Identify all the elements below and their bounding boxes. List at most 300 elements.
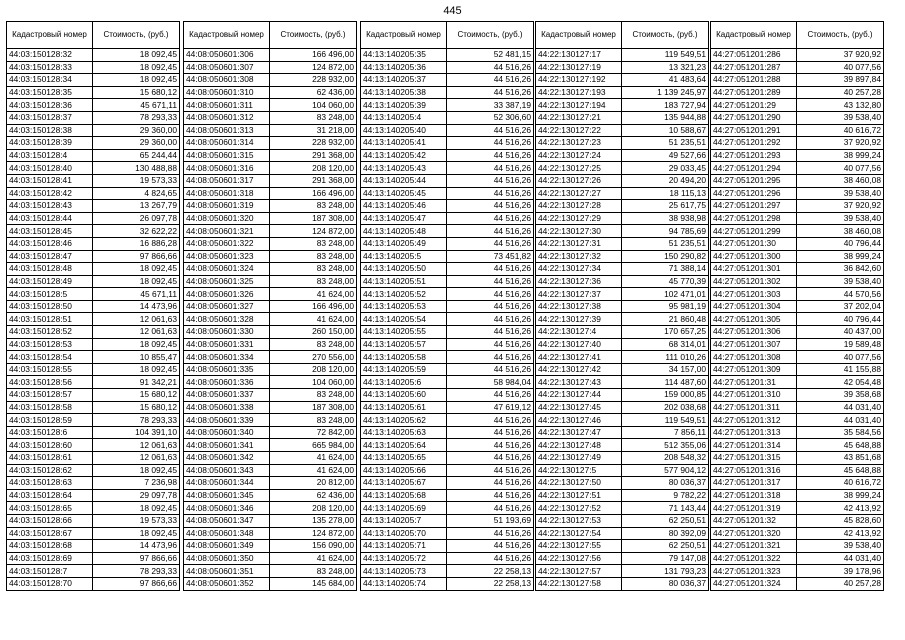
- cadastral-number-cell: 44:22:130127:43: [536, 376, 622, 389]
- cadastral-number-cell: 44:27:051201:312: [711, 414, 797, 427]
- table-row: [711, 111, 884, 124]
- cost-cell: 208 120,00: [270, 502, 357, 515]
- cost-cell: 36 842,60: [797, 263, 884, 276]
- cadastral-number-cell: 44:03:150128:57: [7, 389, 93, 402]
- cadastral-number-cell: 44:13:140205:41: [361, 137, 447, 150]
- table-row: [361, 326, 534, 339]
- table-row: [711, 477, 884, 490]
- table-row: [184, 137, 357, 150]
- table-row: [711, 389, 884, 402]
- cadastral-number-cell: 44:27:051201:320: [711, 527, 797, 540]
- cost-cell: 44 516,26: [447, 552, 534, 565]
- table-row: [184, 389, 357, 402]
- cadastral-number-cell: 44:03:150128:52: [7, 326, 93, 339]
- table-row: [7, 225, 180, 238]
- table-row: [184, 313, 357, 326]
- table-row: [536, 187, 709, 200]
- cost-cell: 44 516,26: [447, 426, 534, 439]
- cadastral-number-cell: 44:13:140205:70: [361, 527, 447, 540]
- cost-cell: 39 897,84: [797, 74, 884, 87]
- table-row: [536, 351, 709, 364]
- cadastral-number-cell: 44:03:150128:49: [7, 275, 93, 288]
- table-row: [7, 174, 180, 187]
- cadastral-number-cell: 44:08:050601:314: [184, 137, 270, 150]
- cadastral-number-cell: 44:22:130127:5: [536, 464, 622, 477]
- cost-cell: 97 866,66: [93, 250, 180, 263]
- cadastral-number-cell: 44:27:051201:30: [711, 237, 797, 250]
- cost-cell: 291 368,00: [270, 149, 357, 162]
- cadastral-number-cell: 44:27:051201:315: [711, 452, 797, 465]
- table-row: [7, 452, 180, 465]
- cadastral-number-cell: 44:03:150128:63: [7, 477, 93, 490]
- cost-cell: 665 984,00: [270, 439, 357, 452]
- cost-cell: 38 460,08: [797, 225, 884, 238]
- table-row: [536, 49, 709, 62]
- cadastral-number-cell: 44:13:140205:68: [361, 489, 447, 502]
- cadastral-number-cell: 44:13:140205:38: [361, 86, 447, 99]
- table-row: [7, 263, 180, 276]
- cadastral-number-cell: 44:27:051201:322: [711, 552, 797, 565]
- cadastral-number-cell: 44:27:051201:307: [711, 338, 797, 351]
- cadastral-number-cell: 44:13:140205:55: [361, 326, 447, 339]
- cadastral-number-cell: 44:22:130127:36: [536, 275, 622, 288]
- cadastral-number-cell: 44:13:140205:37: [361, 74, 447, 87]
- table-row: [361, 376, 534, 389]
- cadastral-number-cell: 44:08:050601:326: [184, 288, 270, 301]
- cadastral-number-cell: 44:08:050601:336: [184, 376, 270, 389]
- cadastral-number-cell: 44:27:051201:324: [711, 577, 797, 590]
- cadastral-number-cell: 44:03:150128:39: [7, 137, 93, 150]
- cost-cell: 159 000,85: [622, 389, 709, 402]
- table-header-row: [711, 22, 884, 49]
- header-cadastral-number: Кадастровый номер: [711, 22, 797, 49]
- cost-cell: 35 584,56: [797, 426, 884, 439]
- cost-cell: 97 866,66: [93, 552, 180, 565]
- table-row: [361, 212, 534, 225]
- table-row: [361, 514, 534, 527]
- cost-cell: 83 248,00: [270, 338, 357, 351]
- table-row: [536, 464, 709, 477]
- cost-cell: 130 488,88: [93, 162, 180, 175]
- cost-cell: 22 258,13: [447, 565, 534, 578]
- cadastral-number-cell: 44:27:051201:318: [711, 489, 797, 502]
- cost-cell: 1 139 245,97: [622, 86, 709, 99]
- cadastral-number-cell: 44:03:150128:58: [7, 401, 93, 414]
- cadastral-number-cell: 44:27:051201:295: [711, 174, 797, 187]
- cadastral-number-cell: 44:22:130127:22: [536, 124, 622, 137]
- cadastral-number-cell: 44:22:130127:46: [536, 414, 622, 427]
- table-row: [7, 137, 180, 150]
- table-row: [7, 426, 180, 439]
- cadastral-number-cell: 44:03:150128:35: [7, 86, 93, 99]
- cadastral-number-cell: 44:22:130127:194: [536, 99, 622, 112]
- cadastral-number-cell: 44:13:140205:63: [361, 426, 447, 439]
- cost-cell: 577 904,12: [622, 464, 709, 477]
- cadastral-number-cell: 44:03:150128:68: [7, 540, 93, 553]
- cost-cell: 42 413,92: [797, 527, 884, 540]
- cost-cell: 45 770,39: [622, 275, 709, 288]
- table-row: [184, 162, 357, 175]
- cost-cell: 41 624,00: [270, 288, 357, 301]
- cost-cell: 291 368,00: [270, 174, 357, 187]
- cost-cell: 41 624,00: [270, 452, 357, 465]
- cadastral-number-cell: 44:13:140205:45: [361, 187, 447, 200]
- cost-cell: 39 538,40: [797, 212, 884, 225]
- cadastral-number-cell: 44:27:051201:321: [711, 540, 797, 553]
- cost-cell: 40 077,56: [797, 61, 884, 74]
- cost-cell: 228 932,00: [270, 74, 357, 87]
- cost-cell: 51 235,51: [622, 237, 709, 250]
- cost-cell: 83 248,00: [270, 111, 357, 124]
- cost-cell: 83 248,00: [270, 200, 357, 213]
- cost-cell: 83 248,00: [270, 275, 357, 288]
- table-row: [184, 275, 357, 288]
- table-row: [361, 401, 534, 414]
- cadastral-number-cell: 44:22:130127:42: [536, 363, 622, 376]
- cost-cell: 44 031,40: [797, 552, 884, 565]
- table-row: [711, 124, 884, 137]
- cost-cell: 15 680,12: [93, 401, 180, 414]
- table-row: [184, 552, 357, 565]
- cadastral-number-cell: 44:08:050601:310: [184, 86, 270, 99]
- cadastral-number-cell: 44:03:150128:43: [7, 200, 93, 213]
- table-row: [184, 250, 357, 263]
- table-row: [711, 439, 884, 452]
- cost-cell: 39 538,40: [797, 111, 884, 124]
- cost-cell: 65 244,44: [93, 149, 180, 162]
- header-cost: Стоимость, (руб.): [797, 22, 884, 49]
- table-header-row: [7, 22, 180, 49]
- table-row: [711, 200, 884, 213]
- cost-cell: 38 460,08: [797, 174, 884, 187]
- table-row: [711, 565, 884, 578]
- cost-cell: 44 516,26: [447, 162, 534, 175]
- cost-cell: 228 932,00: [270, 137, 357, 150]
- cadastral-number-cell: 44:03:150128:67: [7, 527, 93, 540]
- table-row: [711, 162, 884, 175]
- table-row: [711, 74, 884, 87]
- table-row: [711, 363, 884, 376]
- cadastral-table: [6, 21, 180, 591]
- table-row: [7, 389, 180, 402]
- cadastral-number-cell: 44:13:140205:51: [361, 275, 447, 288]
- cost-cell: 44 516,26: [447, 137, 534, 150]
- cost-cell: 7 236,98: [93, 477, 180, 490]
- cadastral-number-cell: 44:08:050601:347: [184, 514, 270, 527]
- table-row: [361, 225, 534, 238]
- header-cadastral-number: Кадастровый номер: [361, 22, 447, 49]
- cadastral-number-cell: 44:22:130127:26: [536, 174, 622, 187]
- table-row: [536, 552, 709, 565]
- table-row: [361, 149, 534, 162]
- cadastral-number-cell: 44:08:050601:327: [184, 300, 270, 313]
- cadastral-number-cell: 44:08:050601:330: [184, 326, 270, 339]
- cost-cell: 183 727,94: [622, 99, 709, 112]
- cadastral-number-cell: 44:22:130127:192: [536, 74, 622, 87]
- cadastral-number-cell: 44:13:140205:57: [361, 338, 447, 351]
- cadastral-number-cell: 44:22:130127:51: [536, 489, 622, 502]
- cost-cell: 202 038,68: [622, 401, 709, 414]
- cost-cell: 95 981,19: [622, 300, 709, 313]
- cost-cell: 18 092,45: [93, 502, 180, 515]
- cost-cell: 44 516,26: [447, 124, 534, 137]
- cost-cell: 44 516,26: [447, 477, 534, 490]
- cost-cell: 62 250,51: [622, 540, 709, 553]
- cost-cell: 156 090,00: [270, 540, 357, 553]
- cost-cell: 135 278,00: [270, 514, 357, 527]
- cost-cell: 52 306,60: [447, 111, 534, 124]
- cost-cell: 21 860,48: [622, 313, 709, 326]
- cadastral-number-cell: 44:08:050601:328: [184, 313, 270, 326]
- cost-cell: 37 202,04: [797, 300, 884, 313]
- table-row: [536, 250, 709, 263]
- table-row: [536, 124, 709, 137]
- table-row: [184, 414, 357, 427]
- table-row: [184, 237, 357, 250]
- table-row: [536, 225, 709, 238]
- cadastral-number-cell: 44:08:050601:339: [184, 414, 270, 427]
- cadastral-number-cell: 44:22:130127:54: [536, 527, 622, 540]
- table-row: [7, 313, 180, 326]
- cost-cell: 187 308,00: [270, 212, 357, 225]
- cadastral-number-cell: 44:03:150128:64: [7, 489, 93, 502]
- table-row: [361, 61, 534, 74]
- cadastral-number-cell: 44:27:051201:308: [711, 351, 797, 364]
- cadastral-number-cell: 44:22:130127:40: [536, 338, 622, 351]
- cost-cell: 83 248,00: [270, 389, 357, 402]
- table-row: [711, 313, 884, 326]
- table-row: [7, 401, 180, 414]
- table-row: [7, 540, 180, 553]
- cost-cell: 40 616,72: [797, 124, 884, 137]
- cost-cell: 44 516,26: [447, 414, 534, 427]
- cadastral-number-cell: 44:22:130127:56: [536, 552, 622, 565]
- cost-cell: 41 624,00: [270, 313, 357, 326]
- table-row: [7, 351, 180, 364]
- cost-cell: 25 617,75: [622, 200, 709, 213]
- cadastral-number-cell: 44:03:150128:33: [7, 61, 93, 74]
- table-row: [361, 338, 534, 351]
- table-row: [536, 363, 709, 376]
- table-row: [184, 99, 357, 112]
- table-row: [711, 527, 884, 540]
- table-row: [536, 288, 709, 301]
- table-row: [536, 414, 709, 427]
- table-row: [536, 577, 709, 590]
- table-row: [536, 565, 709, 578]
- header-cost: Стоимость, (руб.): [93, 22, 180, 49]
- table-row: [361, 200, 534, 213]
- header-cost: Стоимость, (руб.): [447, 22, 534, 49]
- cadastral-number-cell: 44:22:130127:55: [536, 540, 622, 553]
- table-row: [536, 149, 709, 162]
- table-row: [7, 237, 180, 250]
- cadastral-number-cell: 44:13:140205:36: [361, 61, 447, 74]
- table-row: [184, 86, 357, 99]
- table-row: [536, 237, 709, 250]
- table-row: [361, 74, 534, 87]
- cost-cell: 512 355,06: [622, 439, 709, 452]
- cadastral-number-cell: 44:13:140205:43: [361, 162, 447, 175]
- table-row: [536, 99, 709, 112]
- table-row: [711, 288, 884, 301]
- cost-cell: 44 516,26: [447, 288, 534, 301]
- table-row: [184, 376, 357, 389]
- table-row: [536, 514, 709, 527]
- cost-cell: 44 516,26: [447, 540, 534, 553]
- cost-cell: 34 157,00: [622, 363, 709, 376]
- table-row: [361, 288, 534, 301]
- cost-cell: 38 999,24: [797, 250, 884, 263]
- cost-cell: 15 680,12: [93, 389, 180, 402]
- cost-cell: 42 413,92: [797, 502, 884, 515]
- cadastral-number-cell: 44:22:130127:57: [536, 565, 622, 578]
- table-row: [711, 351, 884, 364]
- cadastral-number-cell: 44:13:140205:67: [361, 477, 447, 490]
- cost-cell: 14 473,96: [93, 540, 180, 553]
- header-cadastral-number: Кадастровый номер: [536, 22, 622, 49]
- cost-cell: 44 516,26: [447, 439, 534, 452]
- table-row: [7, 275, 180, 288]
- cost-cell: 40 077,56: [797, 351, 884, 364]
- cadastral-number-cell: 44:27:051201:304: [711, 300, 797, 313]
- cost-cell: 44 516,26: [447, 86, 534, 99]
- table-row: [7, 200, 180, 213]
- table-row: [361, 124, 534, 137]
- table-row: [7, 288, 180, 301]
- cost-cell: 145 684,00: [270, 577, 357, 590]
- cost-cell: 58 984,04: [447, 376, 534, 389]
- cadastral-number-cell: 44:13:140205:59: [361, 363, 447, 376]
- cadastral-number-cell: 44:03:150128:34: [7, 74, 93, 87]
- cadastral-number-cell: 44:22:130127:29: [536, 212, 622, 225]
- table-row: [184, 514, 357, 527]
- table-row: [361, 502, 534, 515]
- table-row: [7, 250, 180, 263]
- cadastral-number-cell: 44:03:150128:54: [7, 351, 93, 364]
- cost-cell: 39 538,40: [797, 275, 884, 288]
- cost-cell: 71 388,14: [622, 263, 709, 276]
- cadastral-number-cell: 44:08:050601:307: [184, 61, 270, 74]
- cadastral-number-cell: 44:13:140205:64: [361, 439, 447, 452]
- cost-cell: 79 147,08: [622, 552, 709, 565]
- cost-cell: 12 061,63: [93, 452, 180, 465]
- cost-cell: 44 516,26: [447, 489, 534, 502]
- cost-cell: 43 851,68: [797, 452, 884, 465]
- table-row: [184, 300, 357, 313]
- cost-cell: 78 293,33: [93, 565, 180, 578]
- table-row: [361, 174, 534, 187]
- table-row: [711, 489, 884, 502]
- cadastral-number-cell: 44:13:140205:48: [361, 225, 447, 238]
- cadastral-number-cell: 44:27:051201:288: [711, 74, 797, 87]
- table-row: [536, 275, 709, 288]
- table-row: [711, 225, 884, 238]
- cost-cell: 18 092,45: [93, 464, 180, 477]
- cadastral-number-cell: 44:08:050601:334: [184, 351, 270, 364]
- table-row: [361, 313, 534, 326]
- cost-cell: 208 120,00: [270, 363, 357, 376]
- cadastral-number-cell: 44:13:140205:5: [361, 250, 447, 263]
- table-row: [7, 527, 180, 540]
- cadastral-number-cell: 44:13:140205:58: [361, 351, 447, 364]
- cost-cell: 111 010,26: [622, 351, 709, 364]
- table-row: [711, 577, 884, 590]
- table-row: [536, 477, 709, 490]
- cost-cell: 41 155,88: [797, 363, 884, 376]
- table-row: [7, 502, 180, 515]
- cost-cell: 26 097,78: [93, 212, 180, 225]
- table-row: [361, 111, 534, 124]
- cadastral-number-cell: 44:22:130127:4: [536, 326, 622, 339]
- table-row: [361, 351, 534, 364]
- cost-cell: 44 516,26: [447, 527, 534, 540]
- cadastral-number-cell: 44:13:140205:50: [361, 263, 447, 276]
- table-row: [184, 565, 357, 578]
- cadastral-number-cell: 44:13:140205:60: [361, 389, 447, 402]
- cadastral-number-cell: 44:22:130127:58: [536, 577, 622, 590]
- cadastral-number-cell: 44:22:130127:34: [536, 263, 622, 276]
- cadastral-number-cell: 44:03:150128:37: [7, 111, 93, 124]
- table-row: [536, 111, 709, 124]
- table-row: [711, 426, 884, 439]
- table-row: [536, 502, 709, 515]
- cadastral-number-cell: 44:03:150128:69: [7, 552, 93, 565]
- cost-cell: 62 436,00: [270, 86, 357, 99]
- header-cost: Стоимость, (руб.): [270, 22, 357, 49]
- cost-cell: 104 060,00: [270, 99, 357, 112]
- table-row: [7, 477, 180, 490]
- cadastral-number-cell: 44:13:140205:6: [361, 376, 447, 389]
- cadastral-number-cell: 44:08:050601:351: [184, 565, 270, 578]
- cadastral-number-cell: 44:22:130127:44: [536, 389, 622, 402]
- cost-cell: 42 054,48: [797, 376, 884, 389]
- cost-cell: 13 321,23: [622, 61, 709, 74]
- cadastral-number-cell: 44:27:051201:302: [711, 275, 797, 288]
- cadastral-number-cell: 44:22:130127:25: [536, 162, 622, 175]
- table-row: [711, 552, 884, 565]
- table-row: [184, 401, 357, 414]
- table-row: [536, 326, 709, 339]
- cost-cell: 44 031,40: [797, 401, 884, 414]
- table-row: [711, 137, 884, 150]
- cost-cell: 4 824,65: [93, 187, 180, 200]
- cadastral-number-cell: 44:08:050601:315: [184, 149, 270, 162]
- cost-cell: 270 556,00: [270, 351, 357, 364]
- table-row: [536, 338, 709, 351]
- cadastral-number-cell: 44:27:051201:291: [711, 124, 797, 137]
- cadastral-table: [535, 21, 709, 591]
- cost-cell: 131 793,23: [622, 565, 709, 578]
- cadastral-number-cell: 44:13:140205:66: [361, 464, 447, 477]
- cadastral-number-cell: 44:27:051201:286: [711, 49, 797, 62]
- cost-cell: 38 999,24: [797, 149, 884, 162]
- cadastral-number-cell: 44:08:050601:316: [184, 162, 270, 175]
- table-row: [536, 527, 709, 540]
- cost-cell: 45 671,11: [93, 288, 180, 301]
- cost-cell: 49 527,66: [622, 149, 709, 162]
- table-row: [536, 401, 709, 414]
- cadastral-number-cell: 44:08:050601:349: [184, 540, 270, 553]
- cost-cell: 40 437,00: [797, 326, 884, 339]
- cadastral-number-cell: 44:08:050601:306: [184, 49, 270, 62]
- cadastral-number-cell: 44:22:130127:37: [536, 288, 622, 301]
- table-row: [7, 86, 180, 99]
- cost-cell: 114 487,60: [622, 376, 709, 389]
- cadastral-number-cell: 44:08:050601:312: [184, 111, 270, 124]
- table-row: [184, 149, 357, 162]
- cost-cell: 40 257,28: [797, 86, 884, 99]
